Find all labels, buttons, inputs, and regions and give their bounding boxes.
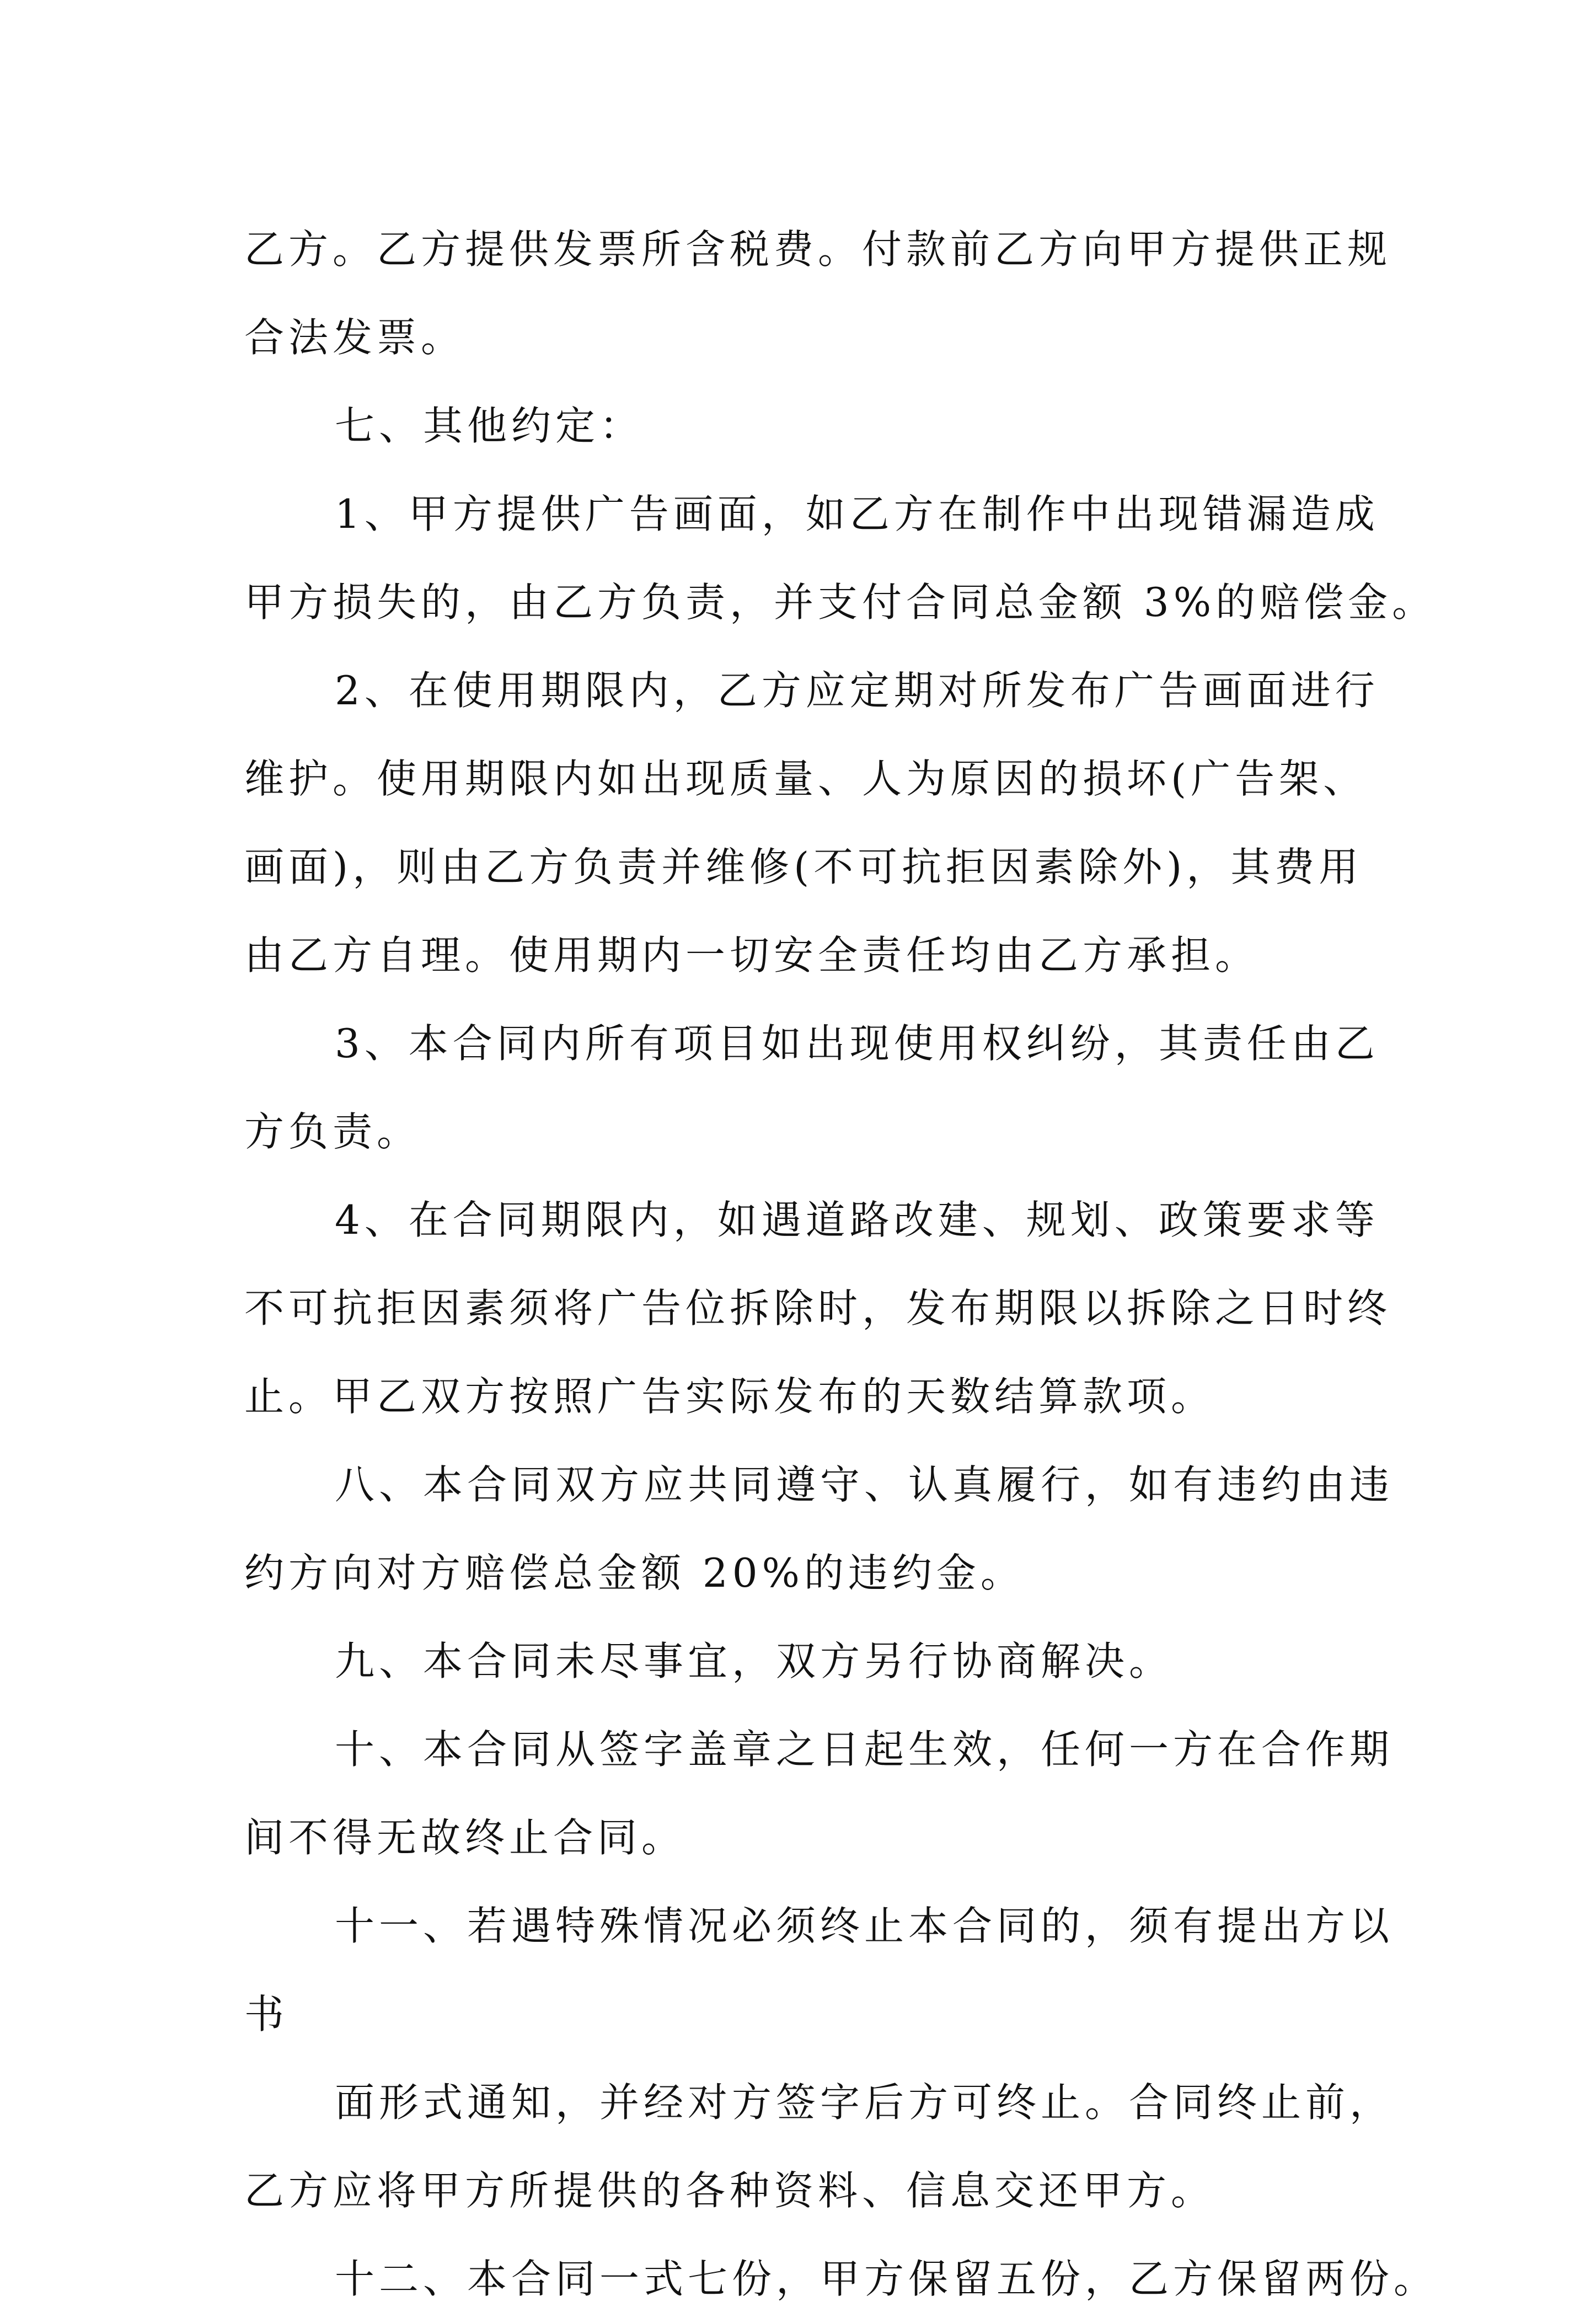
text-line: 维护。使用期限内如出现质量、人为原因的损坏(广告架、	[244, 756, 1368, 802]
text-line: 1、甲方提供广告画面，如乙方在制作中出现错漏造成	[335, 491, 1379, 537]
text-line: 3、本合同内所有项目如出现使用权纠纷，其责任由乙	[335, 1020, 1379, 1067]
text-line: 面形式通知，并经对方签字后方可终止。合同终止前，	[335, 2079, 1394, 2126]
text-line: 九、本合同未尽事宜，双方另行协商解决。	[335, 1638, 1174, 1684]
text-line: 方负责。	[244, 1109, 421, 1155]
text-line: 乙方。乙方提供发票所含税费。付款前乙方向甲方提供正规	[244, 226, 1392, 272]
text-line: 约方向对方赔偿总金额 20%的违约金。	[244, 1550, 1025, 1596]
text-line: 由乙方自理。使用期内一切安全责任均由乙方承担。	[244, 932, 1260, 978]
text-line: 乙方应将甲方所提供的各种资料、信息交还甲方。	[244, 2167, 1215, 2214]
text-line: 十、本合同从签字盖章之日起生效，任何一方在合作期	[335, 1726, 1394, 1773]
text-line: 画面)，则由乙方负责并维修(不可抗拒因素除外)，其费用	[244, 844, 1363, 890]
text-line: 间不得无故终止合同。	[244, 1814, 686, 1861]
text-line: 十一、若遇特殊情况必须终止本合同的，须有提出方以	[335, 1903, 1394, 1949]
text-line: 十二、本合同一式七份，甲方保留五份，乙方保留两份。	[335, 2256, 1438, 2302]
text-line: 合法发票。	[244, 314, 465, 361]
text-line: 八、本合同双方应共同遵守、认真履行，如有违约由违	[335, 1462, 1394, 1508]
document-body	[244, 205, 1438, 2323]
text-line: 书	[244, 1991, 289, 2037]
text-line: 七、其他约定：	[335, 403, 644, 449]
text-line: 止。甲乙双方按照广告实际发布的天数结算款项。	[244, 1373, 1215, 1420]
text-line: 甲方损失的，由乙方负责，并支付合同总金额 3%的赔偿金。	[244, 579, 1437, 625]
text-line: 4、在合同期限内，如遇道路改建、规划、政策要求等	[335, 1197, 1379, 1243]
text-line: 不可抗拒因素须将广告位拆除时，发布期限以拆除之日时终	[244, 1285, 1392, 1331]
text-line: 2、在使用期限内，乙方应定期对所发布广告画面进行	[335, 667, 1379, 714]
